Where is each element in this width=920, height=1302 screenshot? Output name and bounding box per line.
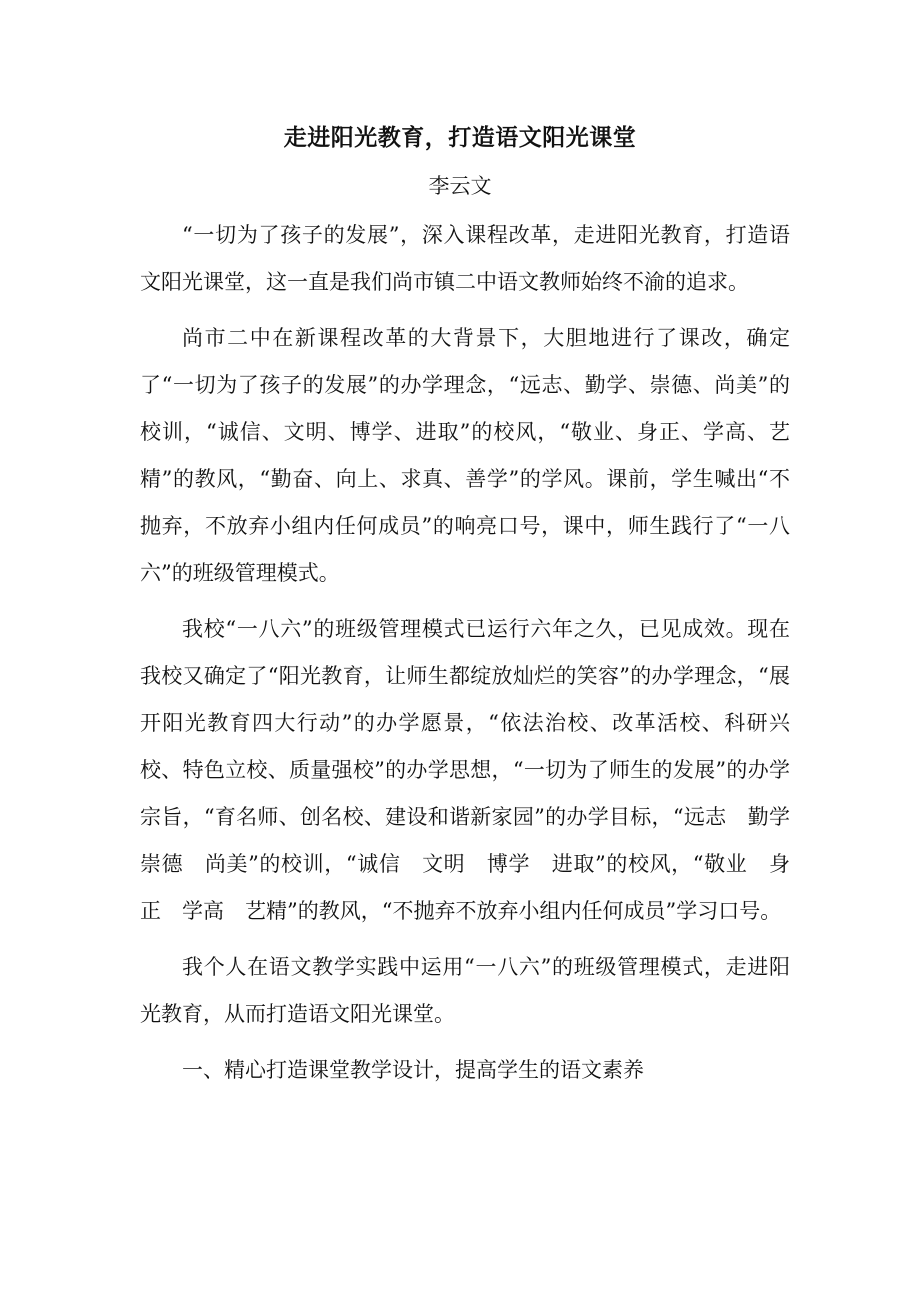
document-body: [140, 212, 811, 1094]
section-heading-1: 一、精心打造课堂教学设计，提高学生的语文素养: [182, 1058, 644, 1082]
paragraph-school-reform: 尚市二中在新课程改革的大背景下，大胆地进行了课改，确定了“一切为了孩子的发展”的办学理念，“远志、勤学、崇德、尚美”的校训，“诚信、文明、博学、进取”的校风，“敬业、身正、学高、艺精”的教风，“勤奋、向上、求真、善学”的学风。课前，学生喊出“不抛弃，不放弃小组内任何成员”的响亮口号，课中，师生践行了“一八六”的班级管理模式。: [140, 326, 790, 585]
document-author: 李云文: [428, 174, 492, 198]
paragraph-personal-practice: 我个人在语文教学实践中运用“一八六”的班级管理模式，走进阳光教育，从而打造语文阳光课堂。: [140, 955, 790, 1026]
document-title: 走进阳光教育，打造语文阳光课堂: [283, 124, 637, 151]
paragraph-intro: “一切为了孩子的发展”，深入课程改革，走进阳光教育，打造语文阳光课堂，这一直是我们尚市镇二中语文教师始终不渝的追求。: [140, 223, 790, 294]
paragraph-sunshine-education: 我校“一八六”的班级管理模式已运行六年之久，已见成效。现在我校又确定了“阳光教育，让师生都绽放灿烂的笑容”的办学理念，“展开阳光教育四大行动”的办学愿景，“依法治校、改革活校、科研兴校、特色立校、质量强校”的办学思想，“一切为了师生的发展”的办学宗旨，“育名师、创名校、建设和谐新家园”的办学目标，“远志 勤学 崇德 尚美”的校训，“诚信 文明 博学 进取”的校风，“敬业 身正 学高 艺精”的教风，“不抛弃不放弃小组内任何成员”学习口号。: [140, 617, 811, 923]
